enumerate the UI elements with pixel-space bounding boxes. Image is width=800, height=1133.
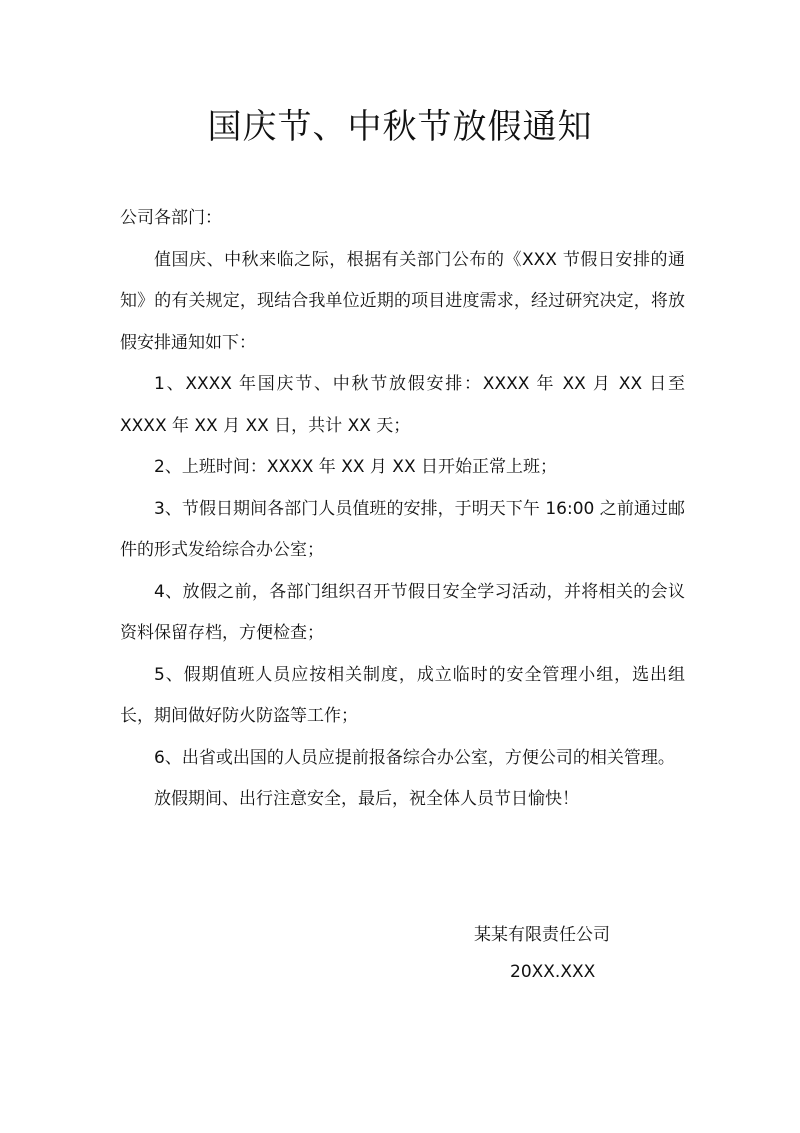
salutation: 公司各部门：	[120, 208, 222, 228]
paragraph-item-2: 2、上班时间：XXXX 年 XX 月 XX 日开始正常上班；	[154, 457, 558, 477]
paragraph-item-3: 3、节假日期间各部门人员值班的安排，于明天下午 16:00 之前通过邮件的形式发给综合办公室；	[120, 498, 685, 560]
document-title: 国庆节、中秋节放假通知	[207, 107, 593, 147]
paragraph-item-5: 5、假期值班人员应按相关制度，成立临时的安全管理小组，选出组长，期间做好防火防盗等工作；	[120, 664, 685, 726]
paragraph-closing: 放假期间、出行注意安全，最后，祝全体人员节日愉快！	[154, 789, 579, 809]
signature-date: 20XX.XXX	[510, 962, 596, 982]
paragraph-item-6: 6、出省或出国的人员应提前报备综合办公室，方便公司的相关管理。	[154, 747, 675, 768]
paragraph-intro: 值国庆、中秋来临之际，根据有关部门公布的《XXX 节假日安排的通知》的有关规定，现结合我单位近期的项目进度需求，经过研究决定，将放假安排通知如下：	[120, 249, 685, 353]
paragraph-item-1: 1、XXXX 年国庆节、中秋节放假安排：XXXX 年 XX 月 XX 日至 XXXX 年 XX 月 XX 日，共计 XX 天；	[120, 374, 685, 436]
signature-company: 某某有限责任公司	[474, 925, 610, 945]
document-body	[120, 198, 685, 821]
paragraph-item-4: 4、放假之前，各部门组织召开节假日安全学习活动，并将相关的会议资料保留存档，方便检查；	[120, 581, 685, 643]
